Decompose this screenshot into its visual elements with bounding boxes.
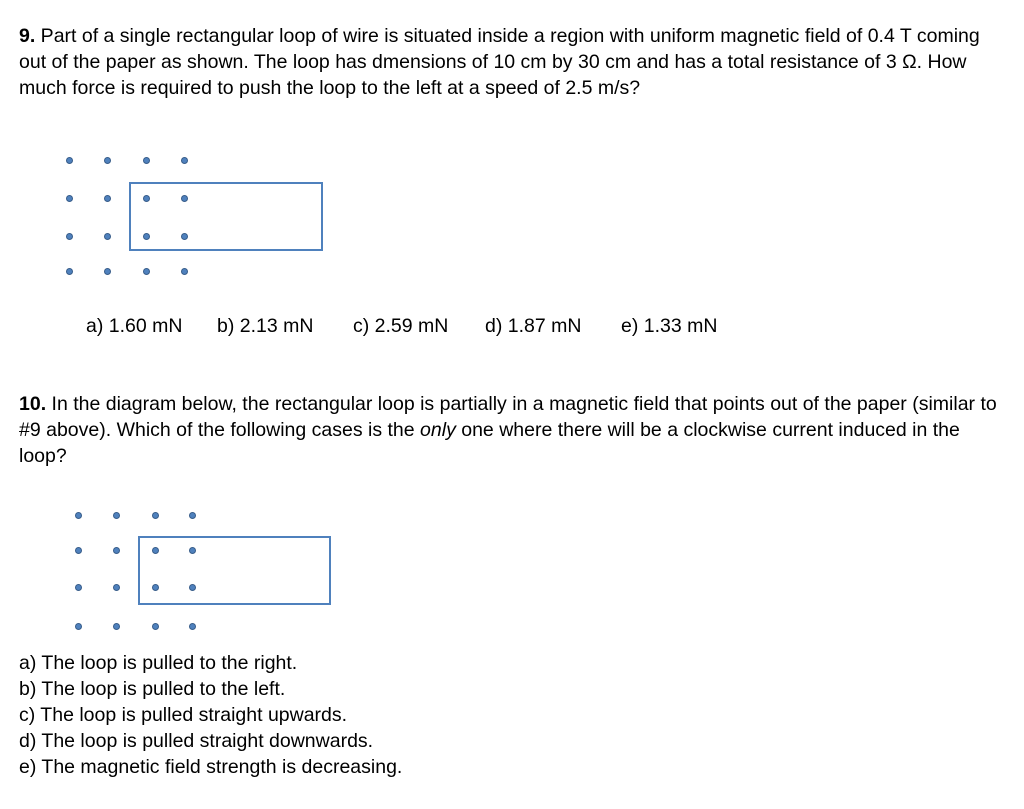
field-dot [189,512,196,519]
field-dot [181,157,188,164]
answer-option-c: c) 2.59 mN [353,315,449,337]
question-10-text [19,391,1009,469]
field-dot [113,623,120,630]
choice-b: b) The loop is pulled to the left. [19,678,286,700]
field-dot [143,268,150,275]
question-10-body-end: one where there will be a clockwise current induced in the loop? [19,419,960,467]
answer-option-d: d) 1.87 mN [485,315,582,337]
question-9-answers [86,313,717,339]
field-dot [66,233,73,240]
field-dot [66,268,73,275]
field-dot [189,623,196,630]
answer-option-b: b) 2.13 mN [217,315,314,337]
wire-loop [129,182,323,251]
field-dot [104,268,111,275]
field-dot [104,157,111,164]
answer-option-e: e) 1.33 mN [621,315,718,337]
question-10-choices [19,650,402,780]
field-dot [75,584,82,591]
question-9-number: 9. [19,25,36,47]
choice-c: c) The loop is pulled straight upwards. [19,704,348,726]
question-10-number: 10. [19,393,47,415]
field-dot [66,195,73,202]
question-10-body-start: In the diagram below, the rectangular loop is partially in a magnetic field that points out of the paper (similar to #9 above). Which of the following cases is the [19,393,997,441]
field-dot [143,157,150,164]
field-dot [66,157,73,164]
field-dot [75,512,82,519]
question-9-body: Part of a single rectangular loop of wire is situated inside a region with uniform magnetic field of 0.4 T coming out of the paper as shown. The loop has dmensions of 10 cm by 30 cm and has a total resistance of 3 Ω. How much force is required to push the loop to the left at a speed of 2.5 m/s? [19,25,980,99]
field-dot [104,195,111,202]
choice-a: a) The loop is pulled to the right. [19,652,298,674]
field-dot [113,584,120,591]
field-dot [152,623,159,630]
choice-d: d) The loop is pulled straight downwards. [19,730,374,752]
answer-option-a: a) 1.60 mN [86,315,183,337]
question-10-emphasis: only [420,419,456,441]
field-dot [75,547,82,554]
field-dot [113,512,120,519]
field-dot [75,623,82,630]
field-dot [152,512,159,519]
field-dot [181,268,188,275]
wire-loop [138,536,331,605]
field-dot [113,547,120,554]
field-dot [104,233,111,240]
choice-e: e) The magnetic field strength is decreasing. [19,756,403,778]
question-9-text [19,23,1009,101]
